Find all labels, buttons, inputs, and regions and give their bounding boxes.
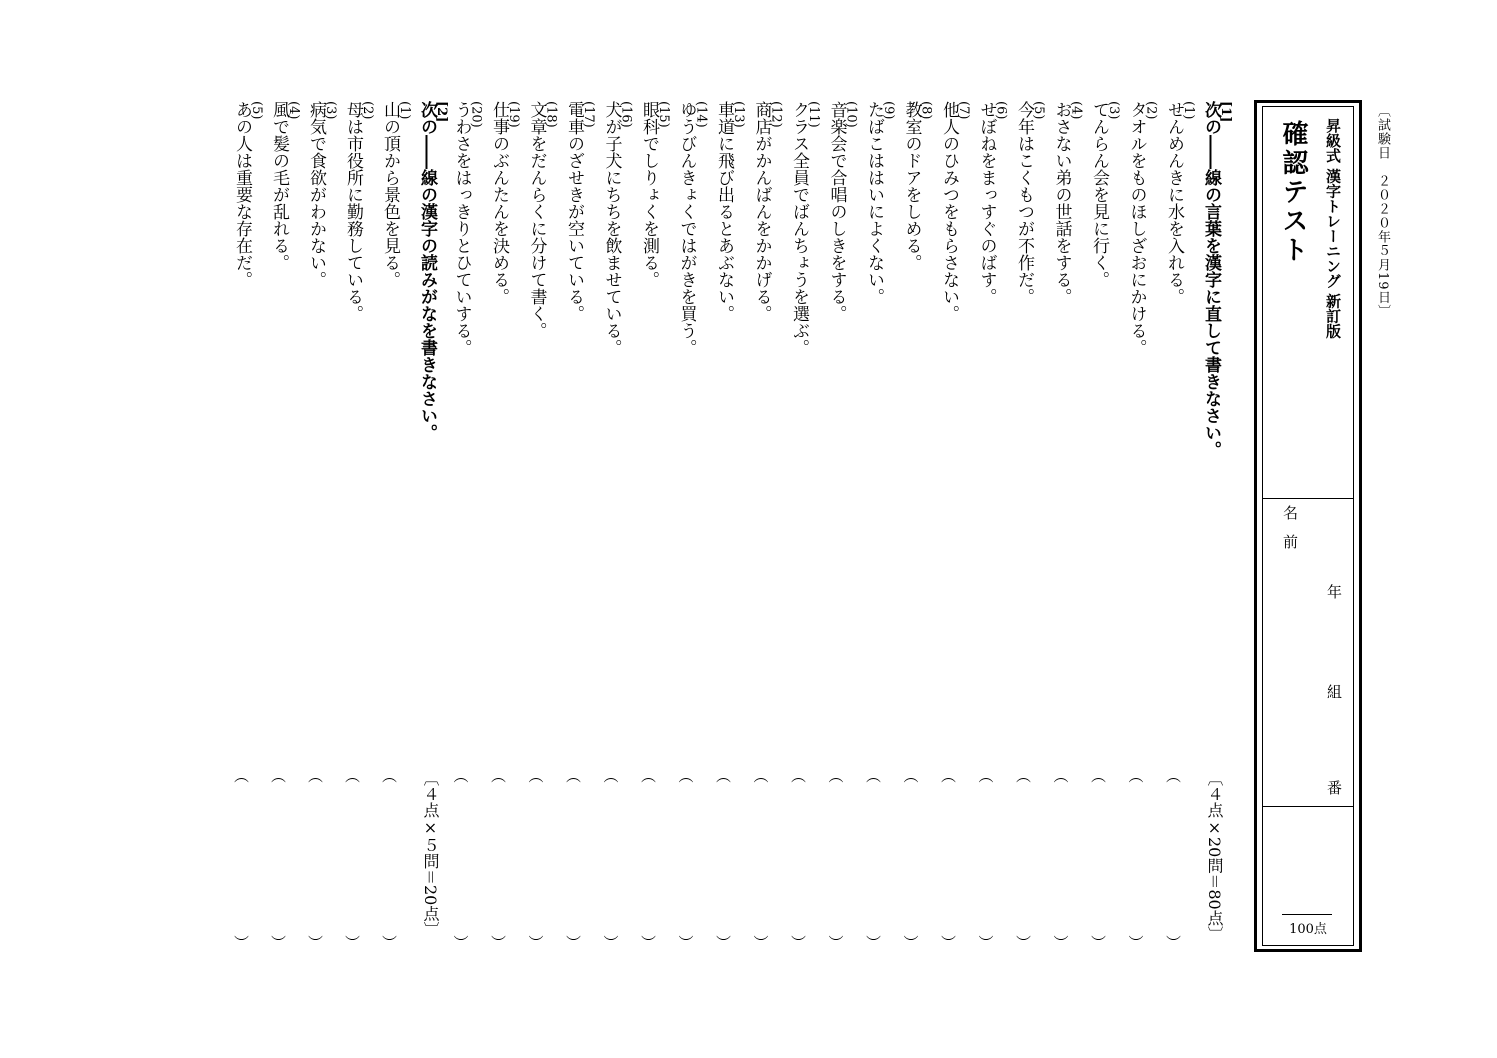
question-number: (16) (618, 101, 634, 128)
answer-bracket-close: ︶ (903, 934, 919, 952)
answer-bracket-open[interactable]: ︵ (866, 767, 882, 785)
answer-bracket-close: ︶ (1016, 934, 1032, 952)
answer-bracket-open[interactable]: ︵ (678, 767, 694, 785)
answer-bracket-close: ︶ (491, 934, 507, 952)
question-number: (19) (506, 101, 521, 128)
answer-bracket-close: ︶ (345, 934, 361, 952)
question-item (453, 101, 483, 961)
question-text: 文章をだんらくに分けて書く。 (526, 101, 547, 339)
answer-bracket-close: ︶ (528, 934, 544, 952)
answer-bracket-open[interactable]: ︵ (903, 767, 919, 785)
answer-bracket-close: ︶ (828, 934, 844, 952)
answer-bracket-close: ︶ (941, 934, 957, 952)
section1-points: 〔４点×20問＝80点〕 (1205, 770, 1224, 942)
question-item (715, 101, 745, 961)
question-item (344, 101, 374, 961)
answer-bracket-open[interactable]: ︵ (491, 767, 507, 785)
page-title: 確認テスト (1278, 120, 1308, 265)
question-number: (3) (1106, 101, 1121, 120)
answer-bracket-open[interactable]: ︵ (308, 767, 324, 785)
question-text: うわさをはっきりとひていする。 (451, 101, 472, 356)
name-label: 名前 (1281, 505, 1299, 563)
answer-bracket-close: ︶ (791, 934, 807, 952)
question-item (1090, 101, 1120, 961)
question-number: (3) (323, 101, 338, 120)
answer-bracket-open[interactable]: ︵ (528, 767, 544, 785)
question-number: (4) (286, 101, 301, 120)
answer-bracket-open[interactable]: ︵ (345, 767, 361, 785)
answer-bracket-close: ︶ (641, 934, 657, 952)
test-date: 〔試験日 ２０２０年５月19日〕 (1375, 104, 1390, 319)
question-text: 山の頂から景色を見る。 (380, 101, 400, 288)
answer-bracket-close: ︶ (1166, 934, 1182, 952)
answer-bracket-open[interactable]: ︵ (453, 767, 469, 785)
question-number: (15) (656, 101, 671, 128)
question-text: 商店がかんばんをかかげる。 (751, 101, 772, 322)
question-text: 風で髪の毛が乱れる。 (269, 101, 289, 271)
question-item (903, 101, 933, 961)
series-title: 昇級式 漢字トレーニング 新訂版 (1324, 118, 1342, 339)
question-text: 音楽会で合唱のしきをする。 (826, 101, 847, 322)
question-number: (5) (249, 101, 264, 120)
answer-bracket-open[interactable]: ︵ (271, 767, 287, 785)
question-text: 今年はこくもつが不作だ。 (1014, 101, 1034, 305)
question-number: (14) (693, 101, 709, 128)
answer-bracket-open[interactable]: ︵ (716, 767, 732, 785)
question-item (565, 101, 595, 961)
question-text: おさない弟の世話をする。 (1051, 101, 1072, 305)
answer-bracket-open[interactable]: ︵ (234, 767, 250, 785)
question-item (828, 101, 858, 961)
question-number: (2) (1143, 101, 1159, 120)
class-label: 組 (1325, 684, 1343, 699)
answer-bracket-open[interactable]: ︵ (382, 767, 398, 785)
section2-label: [2] (434, 101, 449, 123)
divider (1262, 498, 1354, 499)
question-text: たばこははいによくない。 (864, 101, 884, 305)
question-number: (8) (918, 101, 934, 120)
question-text: 教室のドアをしめる。 (901, 101, 922, 271)
answer-bracket-close: ︶ (866, 934, 882, 952)
answer-bracket-open[interactable]: ︵ (753, 767, 769, 785)
question-item (678, 101, 708, 961)
answer-bracket-close: ︶ (753, 934, 769, 952)
answer-bracket-close: ︶ (453, 934, 469, 952)
question-item (1165, 101, 1195, 961)
question-text: 仕事のぶんたんを決める。 (489, 101, 509, 305)
section1-instruction: 次の――線の言葉を漢字に直して書きなさい。 (1201, 101, 1221, 458)
answer-bracket-close: ︶ (716, 934, 732, 952)
answer-bracket-close: ︶ (234, 934, 250, 952)
question-item (1128, 101, 1158, 961)
question-text: クラス全員でばんちょうを選ぶ。 (789, 101, 809, 356)
question-text: タオルをものほしざおにかける。 (1126, 101, 1147, 356)
answer-bracket-open[interactable]: ︵ (978, 767, 994, 785)
question-text: 眼科でしりょくを測る。 (639, 101, 659, 288)
question-number: (2) (360, 101, 375, 120)
question-item (603, 101, 633, 961)
answer-bracket-open[interactable]: ︵ (641, 767, 657, 785)
question-item (528, 101, 558, 961)
answer-bracket-open[interactable]: ︵ (603, 767, 619, 785)
answer-bracket-close: ︶ (603, 934, 619, 952)
answer-bracket-open[interactable]: ︵ (566, 767, 582, 785)
question-item (978, 101, 1008, 961)
score-line (1282, 914, 1332, 915)
question-item (307, 101, 337, 961)
header-frame-inner (1262, 106, 1354, 946)
answer-bracket-open[interactable]: ︵ (1166, 767, 1182, 785)
question-item (790, 101, 820, 961)
question-number: (9) (881, 101, 896, 120)
question-text: 電車のざせきが空いている。 (564, 101, 584, 322)
question-number: (1) (1181, 101, 1196, 120)
answer-bracket-open[interactable]: ︵ (791, 767, 807, 785)
question-text: あの人は重要な存在だ。 (232, 101, 252, 288)
question-number: (4) (1068, 101, 1084, 120)
question-text: 車道に飛び出るとあぶない。 (714, 101, 734, 322)
question-number: (6) (993, 101, 1009, 120)
answer-bracket-close: ︶ (1128, 934, 1144, 952)
total-points: 100点 (1289, 922, 1327, 937)
question-number: (11) (806, 101, 821, 128)
answer-bracket-close: ︶ (382, 934, 398, 952)
question-text: 他人のひみつをもらさない。 (939, 101, 959, 322)
question-number: (5) (1031, 101, 1046, 120)
question-item (270, 101, 300, 961)
question-item (381, 101, 411, 961)
answer-bracket-open[interactable]: ︵ (941, 767, 957, 785)
number-label: 番 (1325, 780, 1343, 795)
question-text: せんめんきに水を入れる。 (1164, 101, 1184, 305)
answer-bracket-open[interactable]: ︵ (1053, 767, 1069, 785)
question-item (865, 101, 895, 961)
question-number: (17) (581, 101, 596, 128)
question-number: (18) (543, 101, 559, 128)
answer-bracket-open[interactable]: ︵ (1091, 767, 1107, 785)
answer-bracket-close: ︶ (678, 934, 694, 952)
section1-label: [1] (1218, 101, 1233, 123)
question-number: (20) (468, 101, 484, 128)
question-text: 犬が子犬にちちを飲ませている。 (601, 101, 622, 356)
answer-bracket-open[interactable]: ︵ (828, 767, 844, 785)
question-number: (10) (843, 101, 859, 128)
answer-bracket-open[interactable]: ︵ (1016, 767, 1032, 785)
answer-bracket-close: ︶ (271, 934, 287, 952)
question-text: てんらん会を見に行く。 (1089, 101, 1109, 288)
question-item (940, 101, 970, 961)
answer-bracket-open[interactable]: ︵ (1128, 767, 1144, 785)
answer-bracket-close: ︶ (308, 934, 324, 952)
question-text: 母は市役所に勤務している。 (343, 101, 363, 322)
answer-bracket-close: ︶ (978, 934, 994, 952)
question-number: (1) (397, 101, 412, 120)
question-item (233, 101, 263, 961)
divider (1262, 806, 1354, 807)
question-number: (13) (731, 101, 746, 128)
answer-bracket-close: ︶ (1053, 934, 1069, 952)
question-number: (7) (956, 101, 971, 120)
section2-instruction: 次の――線の漢字の読みがなを書きなさい。 (417, 101, 437, 441)
answer-bracket-close: ︶ (1091, 934, 1107, 952)
question-item (640, 101, 670, 961)
question-number: (12) (768, 101, 784, 128)
question-item (753, 101, 783, 961)
section2-points: 〔４点×５問＝20点〕 (421, 770, 440, 938)
question-item (490, 101, 520, 961)
question-text: ゆうびんきょくではがきを買う。 (676, 101, 697, 356)
year-label: 年 (1325, 584, 1343, 599)
answer-bracket-close: ︶ (566, 934, 582, 952)
question-item (1053, 101, 1083, 961)
question-text: せぼねをまっすぐのばす。 (976, 101, 997, 305)
question-text: 病気で食欲がわかない。 (306, 101, 326, 288)
question-item (1015, 101, 1045, 961)
